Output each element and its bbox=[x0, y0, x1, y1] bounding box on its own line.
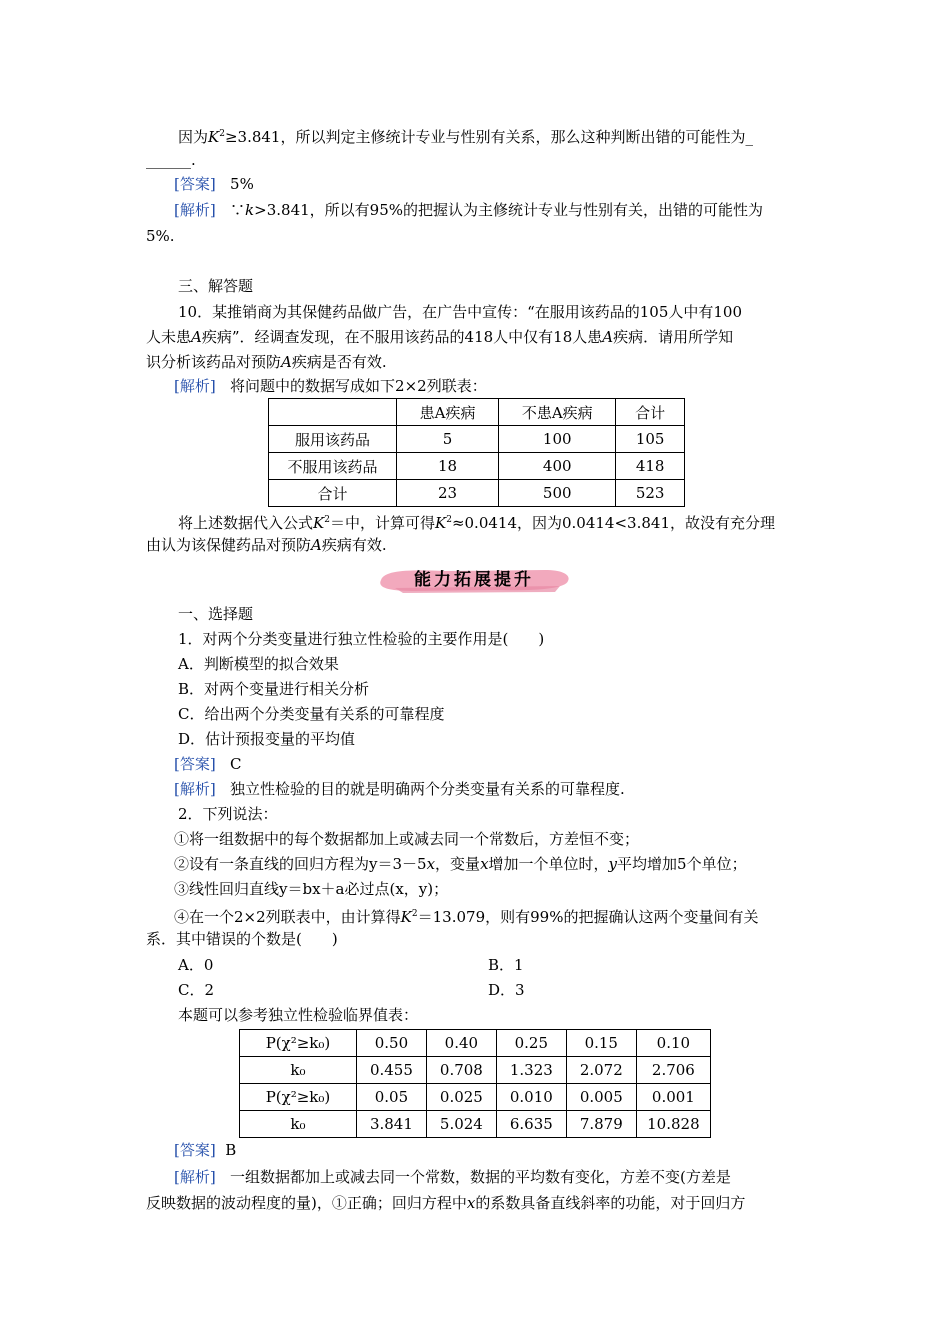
q9-analysis: [解析] ∵k>3.841，所以有95%的把握认为主修统计专业与性别有关，出错的可能性为 bbox=[174, 201, 763, 219]
q2-statement-4-line2: 系．其中错误的个数是( ) bbox=[146, 930, 338, 948]
table-row: 服用该药品 5 100 105 bbox=[269, 426, 685, 453]
q10-line2: 人未患A疾病”．经调查发现，在不服用该药品的418人中仅有18人患A疾病．请用所学知 bbox=[146, 328, 734, 346]
analysis-tag: [解析] bbox=[174, 377, 216, 395]
table-row: P(χ²≥k₀) 0.05 0.025 0.010 0.005 0.001 bbox=[240, 1084, 711, 1111]
q2-option-a: A．0 bbox=[178, 956, 214, 974]
section3-heading: 三、解答题 bbox=[178, 277, 254, 295]
table-row: 患A疾病 不患A疾病 合计 bbox=[269, 399, 685, 426]
analysis-tag: [解析] bbox=[174, 780, 216, 798]
q2-option-c: C．2 bbox=[178, 981, 215, 999]
q9-line1: 因为$K^2\ge 3.841$，所以判定主修统计专业与性别有关系，那么这种判断出错的可能性为_ bbox=[178, 128, 753, 146]
q9-line2: ______. bbox=[146, 151, 196, 169]
q10-analysis: [解析] 将问题中的数据写成如下2×2列联表： bbox=[174, 377, 487, 395]
q9-analysis-line2: 5%. bbox=[146, 227, 175, 245]
q1-stem: 1．对两个分类变量进行独立性检验的主要作用是( ) bbox=[178, 630, 545, 648]
q1-option-d: D．估计预报变量的平均值 bbox=[178, 730, 356, 748]
q1-option-c: C．给出两个分类变量有关系的可靠程度 bbox=[178, 705, 445, 723]
q1-analysis: [解析] 独立性检验的目的就是明确两个分类变量有关系的可靠程度. bbox=[174, 780, 625, 798]
q9-answer bbox=[174, 174, 254, 194]
q1-option-b: B．对两个变量进行相关分析 bbox=[178, 680, 370, 698]
contingency-table bbox=[268, 398, 685, 507]
banner-title: 能力拓展提升 bbox=[414, 570, 534, 590]
table-row: 合计 23 500 523 bbox=[269, 480, 685, 507]
analysis-tag: [解析] bbox=[174, 1168, 216, 1186]
table-row: k₀ 0.455 0.708 1.323 2.072 2.706 bbox=[240, 1057, 711, 1084]
q2-statement-2: ②设有一条直线的回归方程为y＝3－5x，变量x增加一个单位时，y平均增加5个单位； bbox=[174, 855, 747, 873]
ref-text: 本题可以参考独立性检验临界值表： bbox=[178, 1006, 419, 1024]
section-banner bbox=[375, 566, 573, 594]
q2-statement-1: ①将一组数据中的每个数据都加上或减去同一个常数后，方差恒不变； bbox=[174, 830, 640, 848]
part1-heading: 一、选择题 bbox=[178, 605, 254, 623]
table-row: k₀ 3.841 5.024 6.635 7.879 10.828 bbox=[240, 1111, 711, 1138]
answer-value: 5% bbox=[230, 175, 254, 193]
q2-option-b: B．1 bbox=[488, 956, 524, 974]
q2-option-d: D．3 bbox=[488, 981, 525, 999]
answer-tag: [答案] bbox=[174, 755, 216, 773]
table-row: 不服用该药品 18 400 418 bbox=[269, 453, 685, 480]
q1-option-a: A．判断模型的拟合效果 bbox=[178, 655, 339, 673]
q2-statement-3: ③线性回归直线y＝bx＋a必过点(x，y)； bbox=[174, 880, 449, 898]
q2-stem: 2．下列说法： bbox=[178, 805, 278, 823]
q2-analysis: [解析] 一组数据都加上或减去同一个常数，数据的平均数有变化，方差不变(方差是 bbox=[174, 1168, 731, 1186]
q10-line3: 识分析该药品对预防A疾病是否有效. bbox=[146, 353, 387, 371]
q10-conclusion: 将上述数据代入公式$K^2=$中，计算可得$K^2\approx 0.0414$，因为0.0414<3.841，故没有充分理 bbox=[178, 514, 775, 532]
analysis-tag: [解析] bbox=[174, 201, 216, 219]
critical-value-table bbox=[239, 1029, 711, 1138]
answer-tag: [答案] bbox=[174, 1141, 216, 1159]
q2-statement-4: ④在一个2×2列联表中，由计算得$K^2=13.079$，则有99%的把握确认这两个变量间有关 bbox=[174, 908, 759, 926]
table-row: P(χ²≥k₀) 0.50 0.40 0.25 0.15 0.10 bbox=[240, 1030, 711, 1057]
q10-conclusion-line2: 由认为该保健药品对预防A疾病有效. bbox=[146, 536, 387, 554]
q2-analysis-line2: 反映数据的波动程度的量)，①正确；回归方程中x的系数具备直线斜率的功能，对于回归方 bbox=[146, 1194, 746, 1212]
q2-answer: [答案] B bbox=[174, 1141, 237, 1159]
answer-tag: [答案] bbox=[174, 175, 216, 193]
q1-answer: [答案] C bbox=[174, 755, 242, 773]
q10-line1: 10．某推销商为其保健药品做广告，在广告中宣传：“在服用该药品的105人中有100 bbox=[178, 303, 743, 321]
